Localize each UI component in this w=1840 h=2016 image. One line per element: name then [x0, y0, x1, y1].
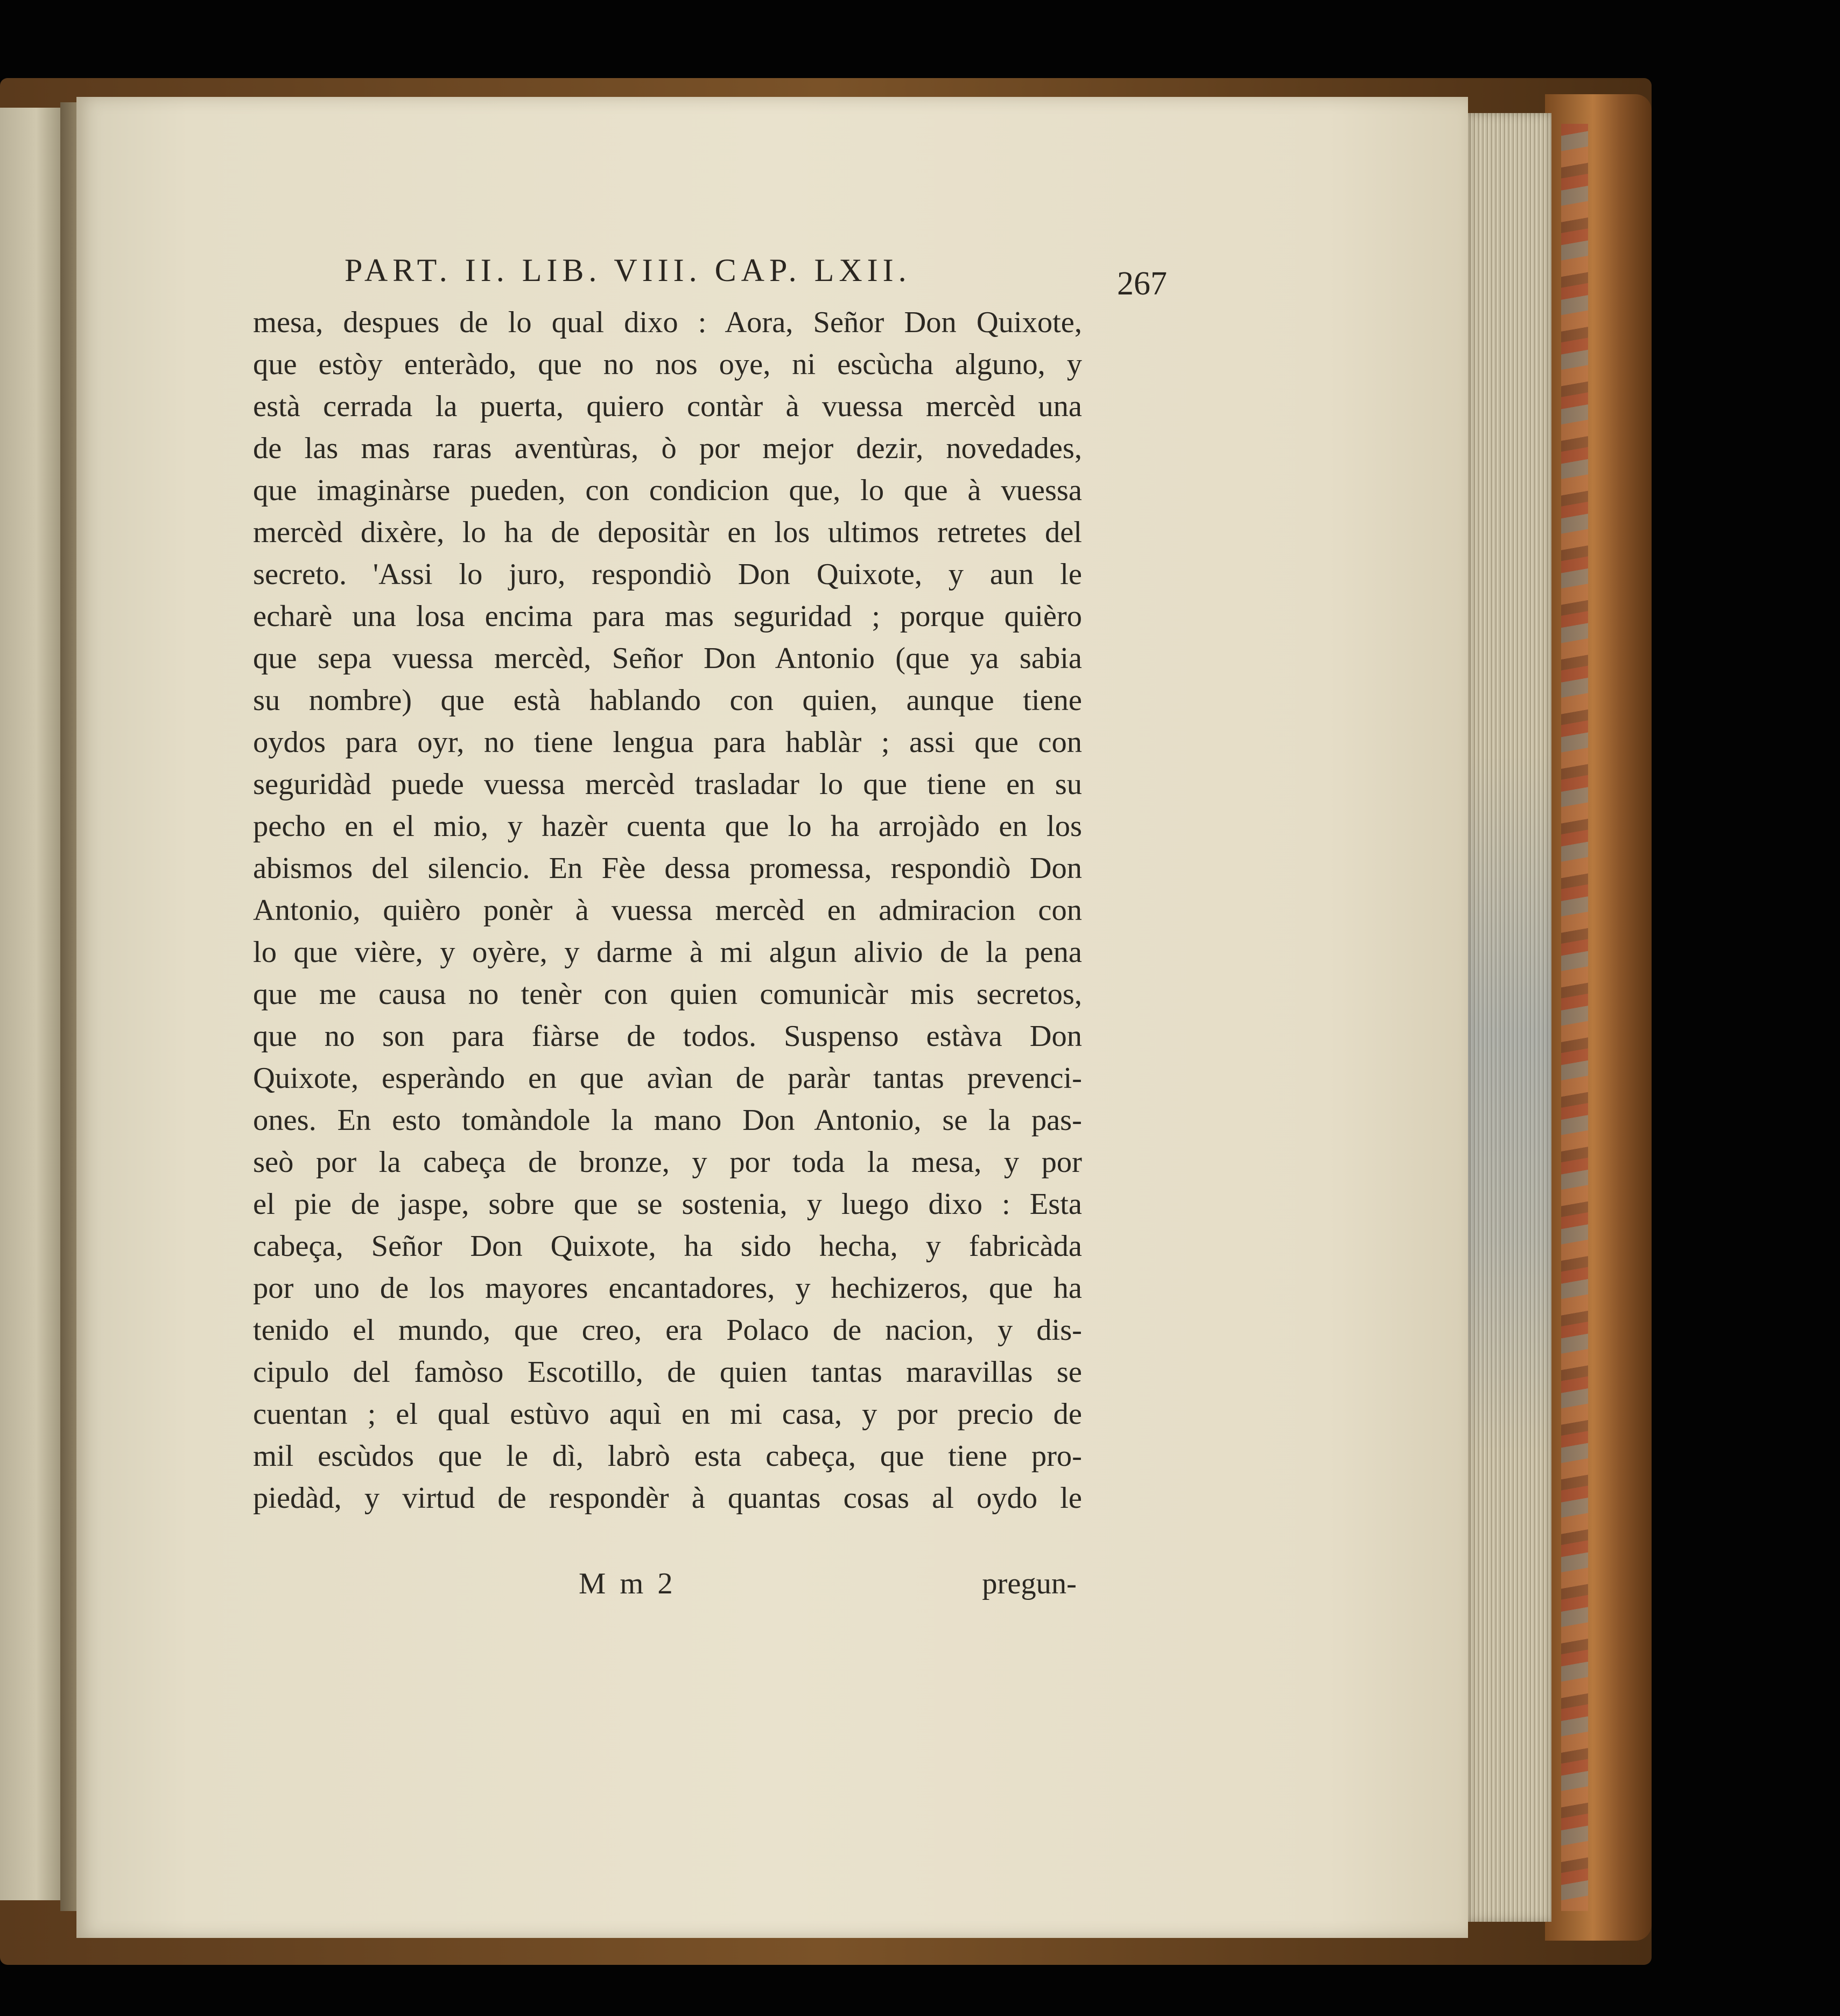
- text-line: seguridàd puede vuessa mercèd trasladar lo que tiene en su: [253, 768, 1082, 801]
- text-line: seò por la cabeça de bronze, y por toda la mesa, y por: [253, 1146, 1082, 1179]
- text-line: mercèd dixère, lo ha de depositàr en los ultimos retretes del: [253, 516, 1082, 549]
- text-line: echarè una losa encima para mas seguridad ; porque quièro: [253, 600, 1082, 633]
- text-line: de las mas raras aventùras, ò por mejor dezir, novedades,: [253, 432, 1082, 465]
- text-line: su nombre) que està hablando con quien, aunque tiene: [253, 684, 1082, 717]
- left-page-edge: [0, 108, 60, 1900]
- text-line: tenido el mundo, que creo, era Polaco de nacion, y dis-: [253, 1313, 1082, 1347]
- text-line: que imaginàrse pueden, con condicion que, lo que à vuessa: [253, 474, 1082, 507]
- text-line: por uno de los mayores encantadores, y hechizeros, que ha: [253, 1272, 1082, 1305]
- catchword: pregun-: [982, 1567, 1077, 1600]
- text-line: està cerrada la puerta, quiero contàr à vuessa mercèd una: [253, 390, 1082, 423]
- text-line: pecho en el mio, y hazèr cuenta que lo ha arrojàdo en los: [253, 810, 1082, 843]
- text-line: piedàd, y virtud de respondèr à quantas cosas al oydo le: [253, 1481, 1082, 1515]
- text-line: oydos para oyr, no tiene lengua para hablàr ; assi que con: [253, 726, 1082, 759]
- text-line: que sepa vuessa mercèd, Señor Don Antonio (que ya sabia: [253, 642, 1082, 675]
- page-header: [345, 252, 1206, 295]
- page-number: 267: [1117, 265, 1167, 302]
- text-line: lo que vière, y oyère, y darme à mi algun alivio de la pena: [253, 936, 1082, 969]
- text-line: que estòy enteràdo, que no nos oye, ni escùcha alguno, y: [253, 348, 1082, 381]
- signature-mark: M m 2: [579, 1567, 676, 1600]
- text-line: mesa, despues de lo qual dixo : Aora, Señor Don Quixote,: [253, 306, 1082, 339]
- text-line: mil escùdos que le dì, labrò esta cabeça, que tiene pro-: [253, 1439, 1082, 1473]
- text-line: Antonio, quièro ponèr à vuessa mercèd en admiracion con: [253, 894, 1082, 927]
- text-line: secreto. 'Assi lo juro, respondiò Don Quixote, y aun le: [253, 558, 1082, 591]
- text-line: abismos del silencio. En Fèe dessa promessa, respondiò Don: [253, 852, 1082, 885]
- text-line: que me causa no tenèr con quien comunicàr mis secretos,: [253, 978, 1082, 1011]
- page-edge-tint: [1468, 754, 1551, 1453]
- body-text: [253, 301, 1082, 1519]
- text-line: que no son para fiàrse de todos. Suspenso estàva Don: [253, 1020, 1082, 1053]
- text-line: Quixote, esperàndo en que avìan de paràr tantas prevenci-: [253, 1062, 1082, 1095]
- text-line: ones. En esto tomàndole la mano Don Antonio, se la pas-: [253, 1104, 1082, 1137]
- text-line: cabeça, Señor Don Quixote, ha sido hecha, y fabricàda: [253, 1230, 1082, 1263]
- text-line: cuentan ; el qual estùvo aquì en mi casa, y por precio de: [253, 1397, 1082, 1431]
- text-line: el pie de jaspe, sobre que se sostenia, y luego dixo : Esta: [253, 1188, 1082, 1221]
- marbled-board: [1561, 124, 1588, 1911]
- gutter: [60, 102, 76, 1911]
- running-head: PART. II. LIB. VIII. CAP. LXII.: [345, 252, 911, 288]
- text-line: cipulo del famòso Escotillo, de quien tantas maravillas se: [253, 1355, 1082, 1389]
